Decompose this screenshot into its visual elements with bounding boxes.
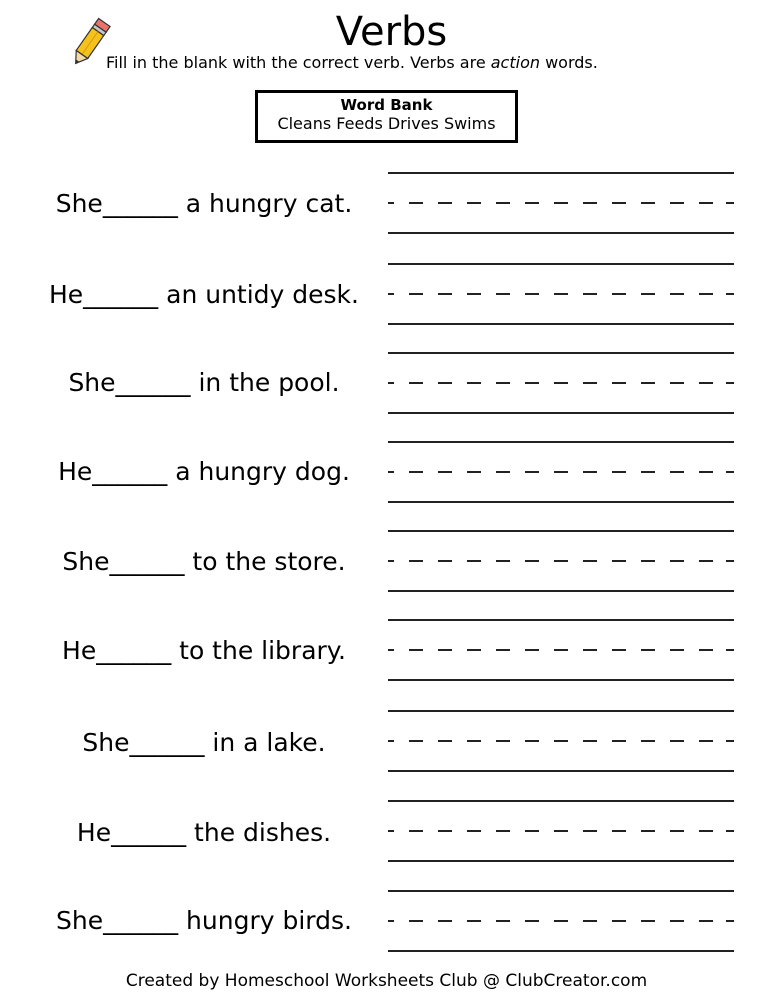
line-dashed-mid xyxy=(388,382,734,384)
line-bottom xyxy=(388,232,734,234)
line-dashed-mid xyxy=(388,293,734,295)
line-bottom xyxy=(388,412,734,414)
writing-lines-9[interactable] xyxy=(388,890,734,952)
line-top xyxy=(388,619,734,621)
line-bottom xyxy=(388,590,734,592)
instructions-emphasis: action xyxy=(490,53,540,72)
line-top xyxy=(388,352,734,354)
writing-lines-4[interactable] xyxy=(388,441,734,503)
sentence-8: He______ the dishes. xyxy=(76,818,332,847)
line-dashed-mid xyxy=(388,740,734,742)
writing-lines-1[interactable] xyxy=(388,172,734,234)
word-bank-title: Word Bank xyxy=(340,96,433,114)
sentence-2: He______ an untidy desk. xyxy=(49,280,359,309)
footer-credit: Created by Homeschool Worksheets Club @ ClubCreator.com xyxy=(125,971,648,991)
word-bank xyxy=(255,90,518,143)
line-top xyxy=(388,441,734,443)
sentence-3: She______ in the pool. xyxy=(68,368,340,397)
line-dashed-mid xyxy=(388,830,734,832)
line-dashed-mid xyxy=(388,202,734,204)
instructions xyxy=(106,53,598,73)
sentence-4: He______ a hungry dog. xyxy=(58,457,350,486)
line-bottom xyxy=(388,679,734,681)
line-dashed-mid xyxy=(388,471,734,473)
instructions-text-end: words. xyxy=(540,53,598,72)
writing-lines-7[interactable] xyxy=(388,710,734,772)
line-bottom xyxy=(388,950,734,952)
line-top xyxy=(388,800,734,802)
writing-lines-5[interactable] xyxy=(388,530,734,592)
writing-lines-8[interactable] xyxy=(388,800,734,862)
line-bottom xyxy=(388,323,734,325)
sentence-5: She______ to the store. xyxy=(62,547,346,576)
line-top xyxy=(388,890,734,892)
line-bottom xyxy=(388,770,734,772)
sentence-7: She______ in a lake. xyxy=(82,728,326,757)
line-bottom xyxy=(388,860,734,862)
writing-lines-6[interactable] xyxy=(388,619,734,681)
word-bank-words: Cleans Feeds Drives Swims xyxy=(277,114,496,133)
line-dashed-mid xyxy=(388,560,734,562)
line-top xyxy=(388,530,734,532)
line-top xyxy=(388,172,734,174)
line-dashed-mid xyxy=(388,649,734,651)
line-dashed-mid xyxy=(388,920,734,922)
line-top xyxy=(388,710,734,712)
sentence-1: She______ a hungry cat. xyxy=(55,189,353,218)
page-title: Verbs xyxy=(335,9,448,55)
line-top xyxy=(388,263,734,265)
writing-lines-3[interactable] xyxy=(388,352,734,414)
sentence-9: She______ hungry birds. xyxy=(56,906,352,935)
sentence-6: He______ to the library. xyxy=(62,636,346,665)
instructions-text: Fill in the blank with the correct verb. Verbs are xyxy=(106,53,491,72)
writing-lines-2[interactable] xyxy=(388,263,734,325)
line-bottom xyxy=(388,501,734,503)
